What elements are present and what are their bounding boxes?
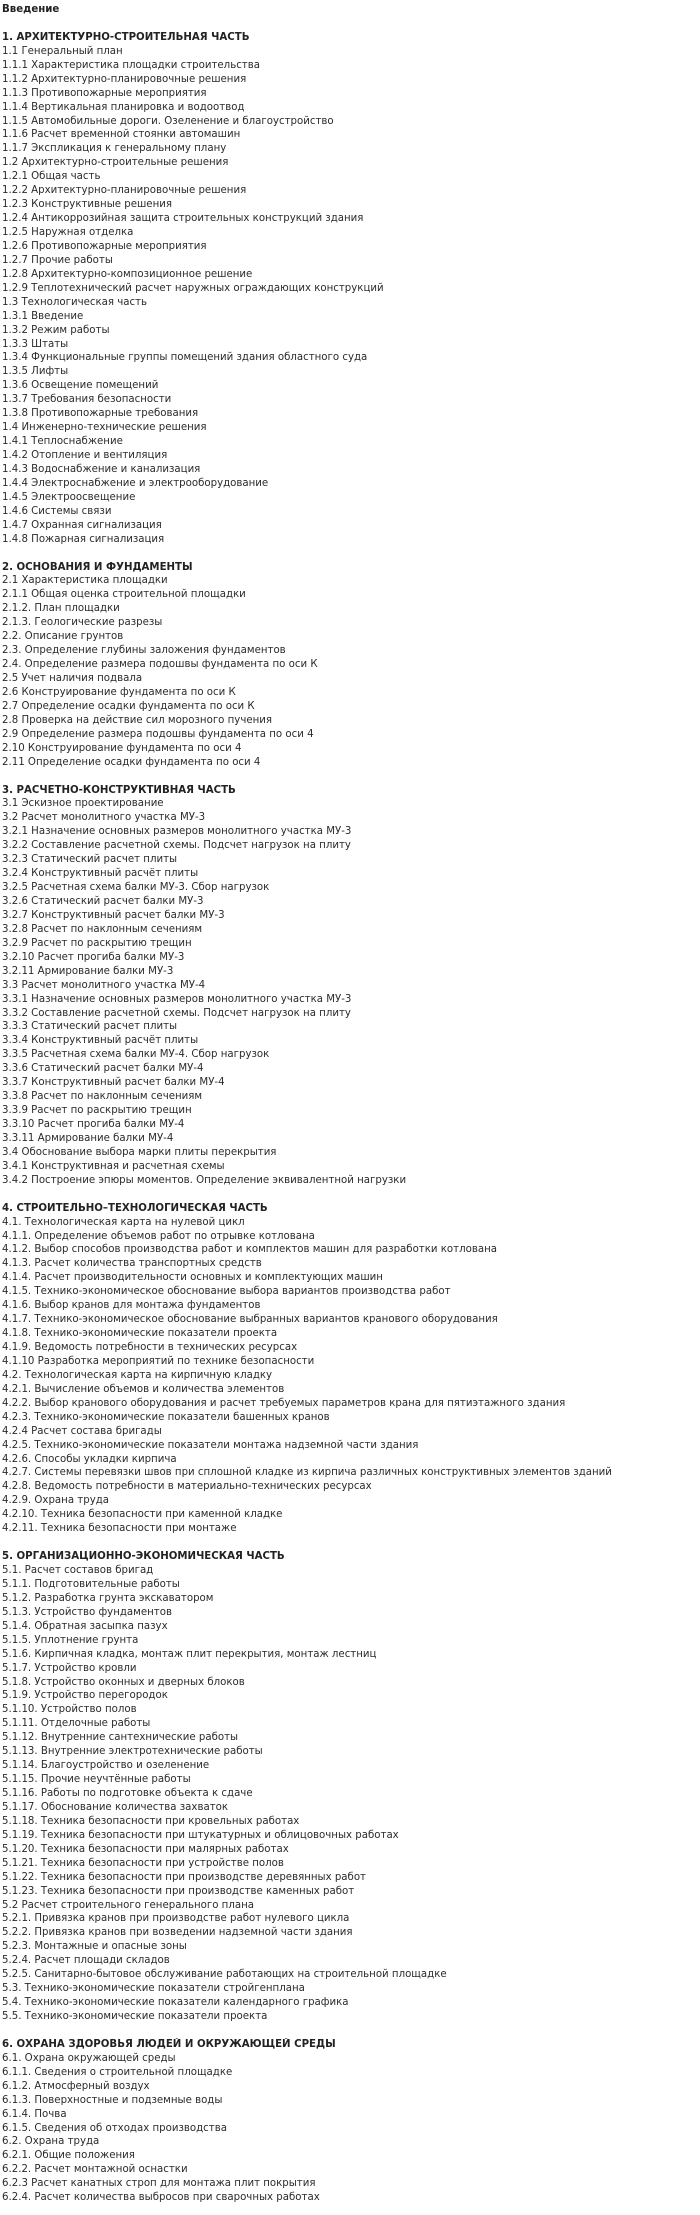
toc-entry: 2.1.2. План площадки: [2, 603, 120, 615]
toc-entry: 2.1.3. Геологические разрезы: [2, 617, 163, 629]
toc-entry: 4.2. Технологическая карта на кирпичную кладку: [2, 1369, 273, 1381]
toc-entry: 4.2.9. Охрана труда: [2, 1495, 110, 1507]
toc-entry: 3.3.4 Конструктивный расчёт плиты: [2, 1035, 199, 1047]
toc-entry: 5.1.17. Обоснование количества захваток: [2, 1801, 229, 1813]
toc-entry: 6.2.3 Расчет канатных строп для монтажа плит покрытия: [2, 2178, 316, 2190]
toc-entry: 4.2.5. Технико-экономические показатели монтажа надземной части здания: [2, 1439, 419, 1451]
toc-entry: 6.1.3. Поверхностные и подземные воды: [2, 2094, 223, 2106]
toc-entry: 5.1.8. Устройство оконных и дверных блоков: [2, 1676, 245, 1688]
toc-entry: 4.1.9. Ведомость потребности в технических ресурсах: [2, 1342, 298, 1353]
toc-entry: 5.1.1. Подготовительные работы: [2, 1578, 180, 1590]
toc-entry: 3.3.7 Конструктивный расчет балки МУ-4: [2, 1077, 225, 1089]
toc-entry: 3.2.4 Конструктивный расчёт плиты: [2, 868, 199, 880]
toc-entry: 5.2.3. Монтажные и опасные зоны: [2, 1941, 187, 1953]
section-heading: 6. ОХРАНА ЗДОРОВЬЯ ЛЮДЕЙ И ОКРУЖАЮЩЕЙ СРЕДЫ: [2, 2038, 336, 2050]
toc-entry: 4.2.2. Выбор кранового оборудования и расчет требуемых параметров крана для пятиэтажного здания: [2, 1397, 566, 1409]
toc-entry: 4.1.6. Выбор кранов для монтажа фундаментов: [2, 1300, 261, 1312]
toc-entry: 5.1.20. Техника безопасности при малярных работах: [2, 1843, 289, 1855]
toc-entry: 6.1.2. Атмосферный воздух: [2, 2080, 150, 2092]
toc-entry: 1.1.3 Противопожарные мероприятия: [2, 87, 207, 99]
toc-entry: 3.3 Расчет монолитного участка МУ-4: [2, 979, 206, 991]
toc-entry: 5.1.16. Работы по подготовке объекта к сдаче: [2, 1788, 253, 1799]
toc-entry: 4.2.11. Техника безопасности при монтаже: [2, 1523, 237, 1535]
toc-entry: 2.1.1 Общая оценка строительной площадки: [2, 589, 246, 601]
toc-entry: 5.1.19. Техника безопасности при штукатурных и облицовочных работах: [2, 1829, 399, 1841]
toc-entry: 5.1.22. Техника безопасности при производстве деревянных работ: [2, 1871, 366, 1883]
toc-entry: 4.1.5. Технико-экономическое обоснование выбора вариантов производства работ: [2, 1286, 451, 1298]
section-heading: 2. ОСНОВАНИЯ И ФУНДАМЕНТЫ: [2, 561, 193, 573]
toc-entry: 3.2.8 Расчет по наклонным сечениям: [2, 923, 203, 935]
toc-entry: 3.4.2 Построение эпюры моментов. Определение эквивалентной нагрузки: [2, 1174, 407, 1186]
toc-entry: 5.1.15. Прочие неучтённые работы: [2, 1774, 191, 1786]
toc-entry: 2.3. Определение глубины заложения фундаментов: [2, 645, 286, 657]
toc-entry: 1.1.2 Архитектурно-планировочные решения: [2, 73, 247, 85]
toc-entry: 6.2.4. Расчет количества выбросов при сварочных работах: [2, 2192, 320, 2204]
toc-entry: 4.2.8. Ведомость потребности в материально-технических ресурсах: [2, 1481, 372, 1493]
toc-entry: 1.2.3 Конструктивные решения: [2, 199, 172, 211]
section-heading: 3. РАСЧЕТНО-КОНСТРУКТИВНАЯ ЧАСТЬ: [2, 784, 236, 796]
toc-entry: 4.1.8. Технико-экономические показатели проекта: [2, 1328, 278, 1340]
toc-entry: 1.3.4 Функциональные группы помещений здания областного суда: [2, 352, 368, 364]
toc-entry: 5.1.14. Благоустройство и озеленение: [2, 1760, 210, 1772]
toc-entry: 4.1.3. Расчет количества транспортных средств: [2, 1258, 262, 1270]
toc-entry: 4.1.7. Технико-экономическое обоснование выбранных вариантов кранового оборудования: [2, 1314, 498, 1326]
toc-entry: 2.1 Характеристика площадки: [2, 575, 168, 587]
toc-entry: 3.3.11 Армирование балки МУ-4: [2, 1132, 174, 1144]
toc-entry: 1.2.8 Архитектурно-композиционное решение: [2, 268, 253, 280]
toc-entry: 1.4.3 Водоснабжение и канализация: [2, 463, 201, 475]
toc-entry: 4.1. Технологическая карта на нулевой цикл: [2, 1216, 245, 1228]
toc-entry: 4.1.4. Расчет производительности основных и комплектующих машин: [2, 1272, 383, 1284]
toc-entry: 5.2.5. Санитарно-бытовое обслуживание работающих на строительной площадке: [2, 1969, 447, 1981]
toc-entry: 1.4.4 Электроснабжение и электрооборудование: [2, 477, 269, 489]
toc-entry: 4.2.1. Вычисление объемов и количества элементов: [2, 1383, 285, 1395]
toc-entry: 5.1. Расчет составов бригад: [2, 1565, 154, 1576]
toc-entry: 1.2 Архитектурно-строительные решения: [2, 157, 229, 169]
toc-entry: 4.2.10. Техника безопасности при каменной кладке: [2, 1509, 283, 1521]
toc-entry: 5.1.5. Уплотнение грунта: [2, 1634, 139, 1646]
toc-entry: 4.2.3. Технико-экономические показатели башенных кранов: [2, 1411, 330, 1423]
toc-entry: 1.4.5 Электроосвещение: [2, 491, 136, 503]
toc-entry: 3.2.2 Составление расчетной схемы. Подсчет нагрузок на плиту: [2, 840, 351, 852]
toc-entry: 5.1.9. Устройство перегородок: [2, 1690, 168, 1702]
toc-entry: 5.1.3. Устройство фундаментов: [2, 1606, 172, 1618]
toc-entry: 6.1.1. Сведения о строительной площадке: [2, 2066, 233, 2078]
toc-entry: 2.9 Определение размера подошвы фундамента по оси 4: [2, 728, 314, 740]
toc-entry: 1.2.1 Общая часть: [2, 171, 101, 183]
toc-entry: 3.3.5 Расчетная схема балки МУ-4. Сбор нагрузок: [2, 1049, 270, 1061]
toc-entry: 3.4.1 Конструктивная и расчетная схемы: [2, 1160, 225, 1172]
toc-entry: 2.6 Конструирование фундамента по оси К: [2, 686, 236, 698]
toc-entry: 1.1.5 Автомобильные дороги. Озеленение и благоустройство: [2, 115, 334, 127]
toc-entry: 3.3.2 Составление расчетной схемы. Подсчет нагрузок на плиту: [2, 1007, 351, 1019]
toc-entry: 3.2.5 Расчетная схема балки МУ-3. Сбор нагрузок: [2, 882, 270, 894]
toc-entry: 3.2.11 Армирование балки МУ-3: [2, 965, 174, 977]
toc-entry: 5.1.13. Внутренние электротехнические работы: [2, 1746, 263, 1758]
toc-entry: 3.1 Эскизное проектирование: [2, 798, 164, 810]
toc-entry: 6.2.2. Расчет монтажной оснастки: [2, 2164, 188, 2176]
toc-entry: 3.2 Расчет монолитного участка МУ-3: [2, 812, 206, 824]
toc-entry: 5.1.12. Внутренние сантехнические работы: [2, 1732, 239, 1744]
toc-entry: 3.3.1 Назначение основных размеров монолитного участка МУ-3: [2, 993, 352, 1005]
toc-entry: 1.2.2 Архитектурно-планировочные решения: [2, 185, 247, 197]
toc-entry: 2.4. Определение размера подошвы фундамента по оси К: [2, 659, 318, 671]
toc-entry: 5.1.7. Устройство кровли: [2, 1662, 137, 1674]
toc-entry: 2.8 Проверка на действие сил морозного пучения: [2, 714, 273, 726]
toc-entry: 3.2.6 Статический расчет балки МУ-3: [2, 896, 204, 907]
toc-entry: 6.1.5. Сведения об отходах производства: [2, 2122, 227, 2134]
toc-entry: 1.4.6 Системы связи: [2, 505, 112, 517]
toc-entry: 5.5. Технико-экономические показатели проекта: [2, 2011, 268, 2022]
toc-entry: 5.1.6. Кирпичная кладка, монтаж плит перекрытия, монтаж лестниц: [2, 1648, 377, 1660]
toc-entry: 1.2.7 Прочие работы: [2, 254, 113, 266]
toc-entry: 1.3.1 Введение: [2, 310, 84, 322]
toc-entry: 1.3.2 Режим работы: [2, 324, 110, 336]
section-heading: 1. АРХИТЕКТУРНО-СТРОИТЕЛЬНАЯ ЧАСТЬ: [2, 31, 250, 43]
toc-entry: 5.1.2. Разработка грунта экскаватором: [2, 1592, 214, 1604]
toc-entry: 5.1.18. Техника безопасности при кровельных работах: [2, 1815, 300, 1827]
toc-entry: 4.2.7. Системы перевязки швов при сплошной кладке из кирпича различных конструктивных элементов зданий: [2, 1467, 612, 1479]
toc-entry: 2.5 Учет наличия подвала: [2, 673, 143, 684]
toc-entry: 5.2 Расчет строительного генерального плана: [2, 1899, 254, 1911]
toc-entry: 1.1 Генеральный план: [2, 45, 123, 57]
toc-entry: 5.2.2. Привязка кранов при возведении надземной части здания: [2, 1927, 353, 1939]
toc-entry: 1.3.3 Штаты: [2, 338, 69, 350]
toc-entry: 3.3.6 Статический расчет балки МУ-4: [2, 1063, 204, 1075]
toc-entry: 1.3 Технологическая часть: [2, 296, 148, 308]
toc-entry: 2.11 Определение осадки фундамента по оси 4: [2, 756, 261, 768]
toc-entry: 1.3.8 Противопожарные требования: [2, 408, 199, 420]
toc-entry: 1.2.4 Антикоррозийная защита строительных конструкций здания: [2, 213, 364, 225]
toc-entry: 4.2.4 Расчет состава бригады: [2, 1425, 162, 1437]
toc-entry: 4.1.10 Разработка мероприятий по технике безопасности: [2, 1355, 315, 1367]
toc-entry: 6.2. Охрана труда: [2, 2136, 100, 2148]
toc-entry: 4.2.6. Способы укладки кирпича: [2, 1453, 177, 1465]
toc-entry: 1.4.8 Пожарная сигнализация: [2, 533, 165, 545]
toc-entry: 2.10 Конструирование фундамента по оси 4: [2, 742, 242, 754]
toc-entry: 6.1. Охрана окружающей среды: [2, 2052, 176, 2064]
toc-entry: 3.3.8 Расчет по наклонным сечениям: [2, 1091, 203, 1103]
toc-entry: 1.3.7 Требования безопасности: [2, 394, 172, 406]
toc-entry: 1.4.1 Теплоснабжение: [2, 436, 123, 448]
toc-entry: 1.4.7 Охранная сигнализация: [2, 519, 162, 531]
toc-entry: 5.1.4. Обратная засыпка пазух: [2, 1620, 168, 1632]
toc-entry: 1.4.2 Отопление и вентиляция: [2, 450, 168, 461]
toc-entry: 5.1.21. Техника безопасности при устройстве полов: [2, 1857, 284, 1869]
toc-entry: 3.2.1 Назначение основных размеров монолитного участка МУ-3: [2, 826, 352, 838]
toc-entry: 5.3. Технико-экономические показатели стройгенплана: [2, 1983, 305, 1995]
toc-entry: 1.3.6 Освещение помещений: [2, 380, 159, 392]
toc-entry: 3.3.9 Расчет по раскрытию трещин: [2, 1105, 192, 1117]
toc-entry: 4.1.1. Определение объемов работ по отрывке котлована: [2, 1230, 315, 1242]
section-heading: 4. СТРОИТЕЛЬНО–ТЕХНОЛОГИЧЕСКАЯ ЧАСТЬ: [2, 1202, 268, 1214]
toc-entry: 3.2.7 Конструктивный расчет балки МУ-3: [2, 909, 225, 921]
toc-entry: 5.1.11. Отделочные работы: [2, 1718, 151, 1730]
toc-entry: 3.3.3 Статический расчет плиты: [2, 1021, 178, 1033]
toc-entry: 6.1.4. Почва: [2, 2108, 67, 2120]
toc-entry: 4.1.2. Выбор способов производства работ и комплектов машин для разработки котлована: [2, 1244, 497, 1256]
toc-entry: 3.3.10 Расчет прогиба балки МУ-4: [2, 1119, 185, 1130]
toc-entry: 5.2.1. Привязка кранов при производстве работ нулевого цикла: [2, 1913, 350, 1925]
toc-entry: 3.2.3 Статический расчет плиты: [2, 854, 178, 866]
toc-entry: 1.2.5 Наружная отделка: [2, 227, 134, 238]
toc-entry: 1.3.5 Лифты: [2, 366, 69, 378]
toc-entry: 3.2.9 Расчет по раскрытию трещин: [2, 937, 192, 949]
toc-entry: 5.2.4. Расчет площади складов: [2, 1955, 170, 1967]
toc-entry: 1.1.7 Экспликация к генеральному плану: [2, 143, 227, 155]
toc-entry: 2.2. Описание грунтов: [2, 631, 124, 643]
intro-heading: Введение: [2, 4, 60, 15]
toc-entry: 1.2.9 Теплотехнический расчет наружных ограждающих конструкций: [2, 282, 384, 294]
toc-entry: 5.1.10. Устройство полов: [2, 1704, 137, 1716]
toc-entry: 5.1.23. Техника безопасности при производстве каменных работ: [2, 1885, 355, 1897]
toc-entry: 1.1.1 Характеристика площадки строительства: [2, 59, 260, 71]
toc-entry: 1.4 Инженерно-технические решения: [2, 422, 207, 434]
toc-entry: 3.2.10 Расчет прогиба балки МУ-3: [2, 951, 185, 963]
toc-entry: 6.2.1. Общие положения: [2, 2150, 135, 2162]
section-heading: 5. ОРГАНИЗАЦИОННО-ЭКОНОМИЧЕСКАЯ ЧАСТЬ: [2, 1551, 285, 1563]
toc-entry: 1.1.4 Вертикальная планировка и водоотвод: [2, 101, 245, 113]
toc-entry: 1.2.6 Противопожарные мероприятия: [2, 240, 207, 252]
toc-entry: 1.1.6 Расчет временной стоянки автомашин: [2, 129, 241, 141]
toc-entry: 5.4. Технико-экономические показатели календарного графика: [2, 1997, 349, 2009]
toc-entry: 2.7 Определение осадки фундамента по оси К: [2, 700, 255, 712]
toc-entry: 3.4 Обоснование выбора марки плиты перекрытия: [2, 1146, 277, 1158]
